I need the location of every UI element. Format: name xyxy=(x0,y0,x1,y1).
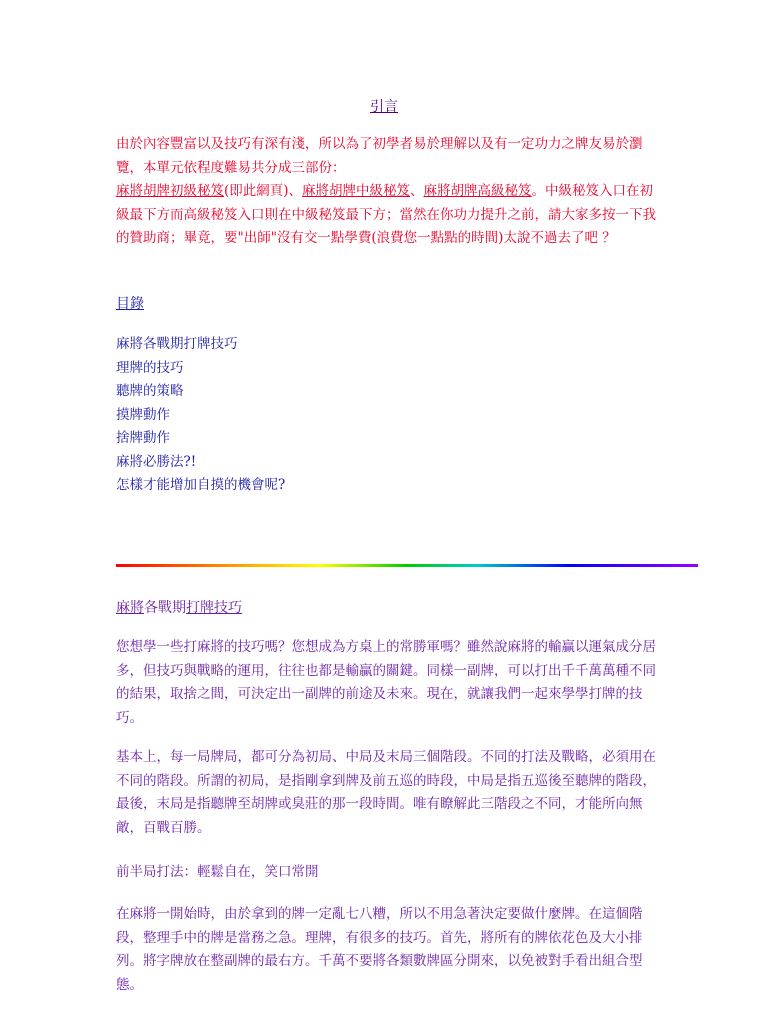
link-advanced-guide[interactable]: 麻將胡牌高級秘笈 xyxy=(423,183,532,199)
intro-text: 由於內容豐富以及技巧有深有淺，所以為了初學者易於理解以及有一定功力之牌友易於瀏覽，本單元依程度難易共分成三部份： xyxy=(116,136,643,176)
section-paragraph-2: 基本上，每一局牌局，都可分為初局、中局及末局三個階段。不同的打法及戰略，必須用在不同的階段。所謂的初局，是指剛拿到牌及前五巡的時段，中局是指五巡後至聽牌的階段，最後，末局是指聽牌至胡牌或臭莊的那一段時間。唯有瞭解此三階段之不同，才能所向無敵，百戰百勝。 xyxy=(116,749,656,836)
link-intermediate-guide[interactable]: 麻將胡牌中級秘笈 xyxy=(302,183,411,199)
section-heading-part-a: 麻將 xyxy=(116,600,144,616)
section-paragraph-3: 在麻將一開始時，由於拿到的牌一定亂七八糟，所以不用急著決定要做什麼牌。在這個階段，整理手中的牌是當務之急。理牌，有很多的技巧。首先，將所有的牌依花色及大小排列。將字牌放在整副牌的最右方。千萬不要將各類數牌區分開來，以免被對手看出組合型態。 xyxy=(116,906,643,993)
section-heading xyxy=(116,597,242,617)
link-beginner-guide[interactable]: 麻將胡牌初級秘笈 xyxy=(116,183,224,199)
intro-paren: (即此網頁)、 xyxy=(224,183,303,199)
intro-sep: 、 xyxy=(410,183,424,199)
toc-item[interactable]: 麻將必勝法?! xyxy=(116,453,197,470)
toc-item[interactable]: 麻將各戰期打牌技巧 xyxy=(116,336,238,352)
page-title: 引言 xyxy=(370,99,398,115)
toc-heading: 目錄 xyxy=(116,296,144,312)
toc-item[interactable]: 怎樣才能增加自摸的機會呢? xyxy=(116,477,286,493)
toc-item[interactable]: 捨牌動作 xyxy=(116,430,170,446)
toc-item[interactable]: 摸牌動作 xyxy=(116,406,170,423)
toc-item[interactable]: 聽牌的策略 xyxy=(116,383,184,399)
toc-item[interactable]: 理牌的技巧 xyxy=(116,359,184,376)
toc-list xyxy=(116,333,285,498)
rainbow-divider xyxy=(116,564,698,567)
intro-rest: 。中級秘笈入口在初級最下方而高級秘笈入口則在中級秘笈最下方；當然在你功力提升之前，請大家多按一下我的贊助商；畢竟，要"出師"沒有交一點學費(浪費您一點點的時間)太說不過去了吧 ？ xyxy=(116,183,656,246)
section-heading-part-c: 打牌技巧 xyxy=(186,600,242,616)
section-heading-part-b: 各戰期 xyxy=(144,600,186,616)
subsection-heading: 前半局打法：輕鬆自在，笑口常開 xyxy=(116,864,319,880)
section-paragraph-1: 您想學一些打麻將的技巧嗎？您想成為方桌上的常勝軍嗎？雖然說麻將的輸贏以運氣成分居多，但技巧與戰略的運用，往往也都是輸贏的關鍵。同樣一副牌，可以打出千千萬萬種不同的結果，取捨之間，可決定出一副牌的前途及未來。現在，就讓我們一起來學學打牌的技巧。 xyxy=(116,639,656,726)
intro-paragraph xyxy=(116,133,661,251)
